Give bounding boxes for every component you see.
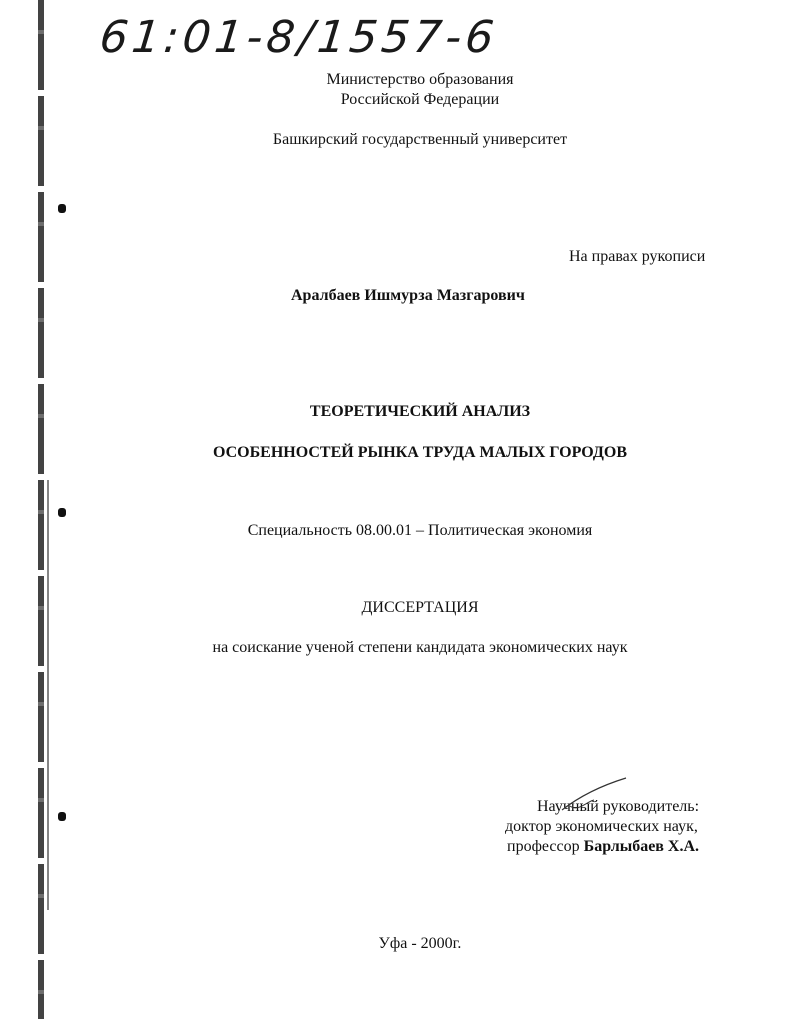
scan-mark	[58, 508, 66, 517]
handwritten-archive-number: 61:01-8/1557-6	[97, 12, 501, 63]
scan-binding-line	[47, 480, 49, 910]
specialty: Специальность 08.00.01 – Политическая экономия	[247, 522, 593, 539]
university-name: Башкирский государственный университет	[272, 131, 568, 148]
document-type: ДИССЕРТАЦИЯ	[361, 599, 479, 616]
supervisor-degree: доктор экономических наук,	[505, 818, 698, 835]
title-line-1: ТЕОРЕТИЧЕСКИЙ АНАЛИЗ	[309, 403, 531, 420]
supervisor-line	[507, 837, 699, 857]
manuscript-note: На правах рукописи	[569, 248, 706, 265]
degree-line: на соискание ученой степени кандидата экономических наук	[212, 639, 628, 656]
ministry-line-1: Министерство образования	[326, 71, 514, 88]
supervisor-title: профессор	[507, 838, 580, 855]
scan-mark	[58, 204, 66, 213]
scan-binding-edge	[38, 0, 44, 1019]
author-name: Аралбаев Ишмурза Мазгарович	[291, 287, 525, 304]
pen-scribble	[560, 776, 630, 816]
supervisor-label: Научный руководитель:	[537, 798, 700, 815]
scan-mark	[58, 812, 66, 821]
supervisor-name: Барлыбаев Х.А.	[583, 838, 700, 855]
city-year: Уфа - 2000г.	[378, 935, 462, 952]
title-line-2: ОСОБЕННОСТЕЙ РЫНКА ТРУДА МАЛЫХ ГОРОДОВ	[212, 444, 628, 461]
ministry-line-2: Российской Федерации	[340, 91, 500, 108]
